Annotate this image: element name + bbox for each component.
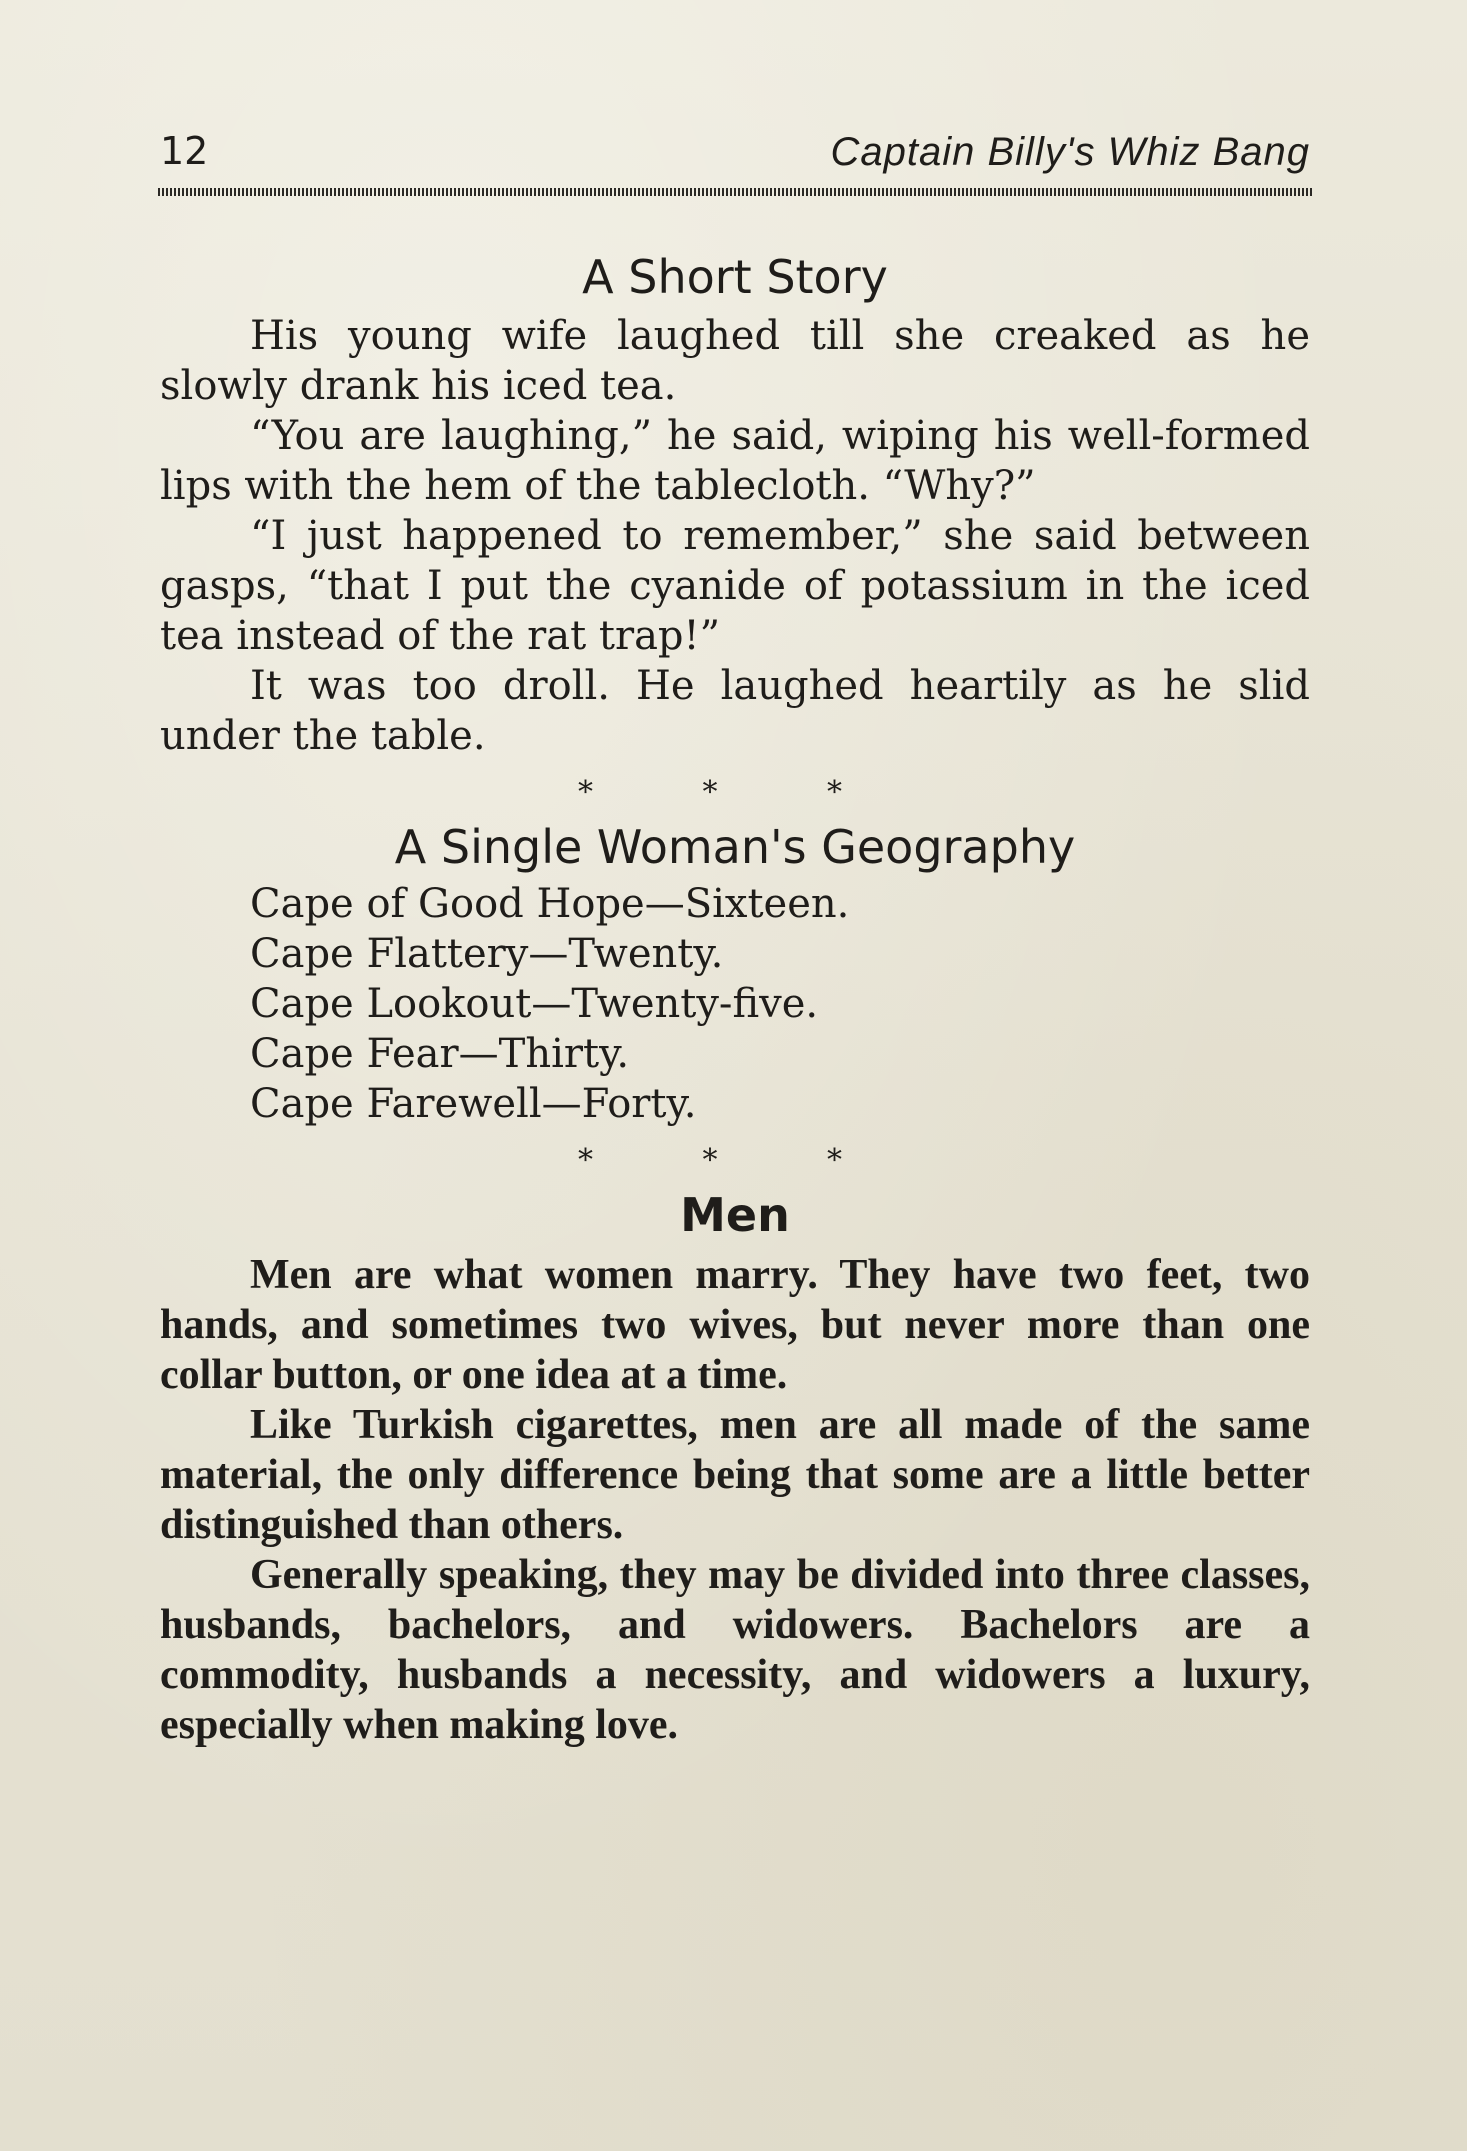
section-title: A Single Woman's Geography bbox=[394, 820, 1076, 875]
list-item: Cape Lookout—Twenty-five. bbox=[250, 981, 819, 1028]
page-content bbox=[160, 250, 1310, 1750]
paragraph: It was too droll. He laughed heartily as he slid under the table. bbox=[160, 663, 1310, 760]
list-item: Cape of Good Hope—Sixteen. bbox=[250, 881, 850, 928]
section-men bbox=[160, 1188, 1310, 1749]
paragraph: Like Turkish cigarettes, men are all made of the same material, the only difference being that some are a little better distinguished than others. bbox=[160, 1401, 1310, 1548]
paragraph: “You are laughing,” he said, wiping his well-formed lips with the hem of the tablecloth. “Why?” bbox=[160, 413, 1310, 510]
section-title: Men bbox=[680, 1188, 790, 1243]
paragraph: “I just happened to remember,” she said between gasps, “that I put the cyanide of potassium in the iced tea instead of the rat trap!” bbox=[160, 513, 1310, 660]
section-separator: * * * bbox=[577, 775, 893, 811]
list-item: Cape Farewell—Forty. bbox=[250, 1081, 697, 1128]
page-header bbox=[160, 129, 1310, 192]
section-title: A Short Story bbox=[582, 250, 888, 304]
list-item: Cape Fear—Thirty. bbox=[250, 1031, 630, 1078]
header-rule bbox=[158, 188, 1312, 196]
geography-list bbox=[160, 879, 1310, 1129]
running-title: Captain Billy's Whiz Bang bbox=[830, 130, 1310, 174]
page-number: 12 bbox=[160, 129, 209, 173]
paragraph: Generally speaking, they may be divided into three classes, husbands, bachelors, and widowers. Bachelors are a commodity, husbands a necessity, and widowers a luxury, especially when making love. bbox=[160, 1551, 1310, 1748]
section-geography bbox=[160, 820, 1310, 1129]
section-short-story bbox=[160, 250, 1310, 761]
paragraph: His young wife laughed till she creaked as he slowly drank his iced tea. bbox=[160, 313, 1310, 410]
list-item: Cape Flattery—Twenty. bbox=[250, 931, 724, 978]
paragraph: Men are what women marry. They have two feet, two hands, and sometimes two wives, but never more than one collar button, or one idea at a time. bbox=[160, 1251, 1310, 1398]
section-separator: * * * bbox=[577, 1143, 893, 1179]
